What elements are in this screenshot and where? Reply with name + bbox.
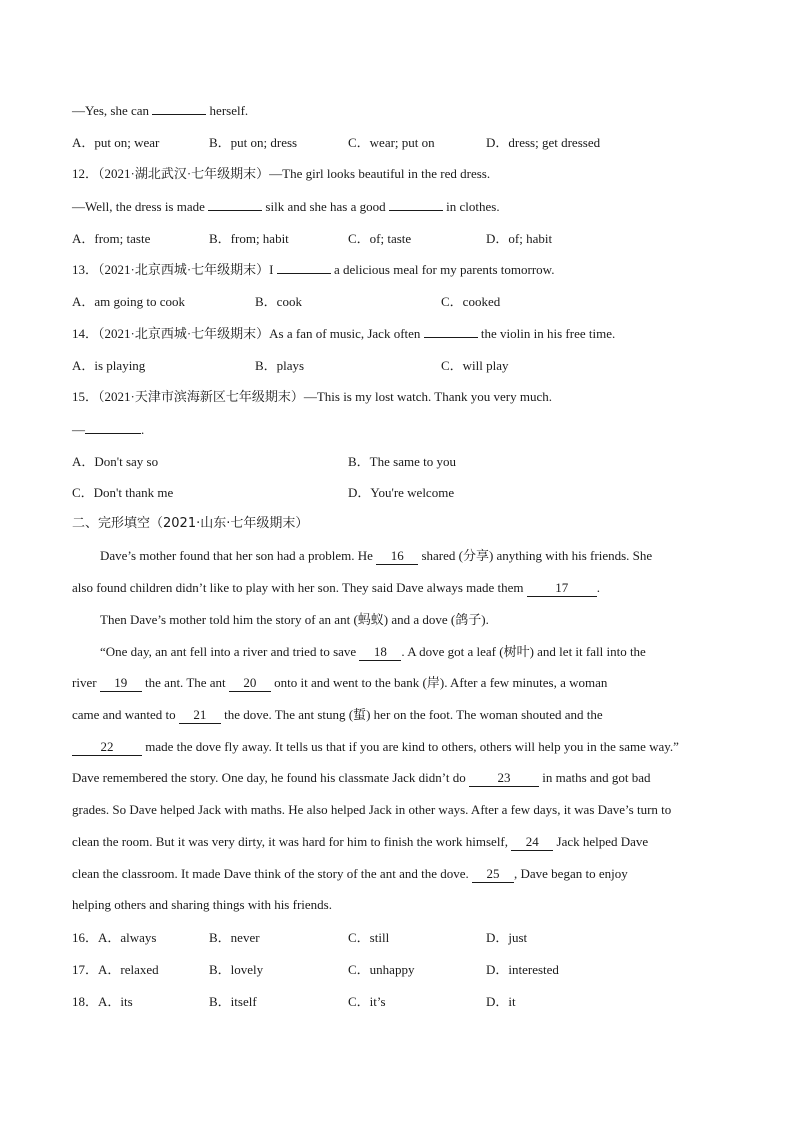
q12-answer-part2: silk and she has a good [265,199,386,214]
passage-text: Dave remembered the story. One day, he found his classmate Jack didn’t do [72,770,466,785]
section-heading-cloze: 二、完形填空（2021·山东·七年级期末） [72,516,309,531]
q12-answer-part1: —Well, the dress is made [72,199,205,214]
q12-option-b: B．from; habit [209,231,289,246]
q15-option-a: A．Don't say so [72,454,159,469]
q15-stem: 15．（2021·天津市滨海新区七年级期末）—This is my lost watch. Thank you very much. [72,389,553,404]
cloze-blank-19: 19 [100,675,142,692]
passage-text: onto it and went to the bank (岸). After a few minutes, a woman [274,675,608,690]
q16-option-c: C．still [348,930,390,945]
q14-stem [72,323,722,343]
q13-option-b: B．cook [255,294,302,309]
passage-text: the dove. The ant stung (蜇) her on the foot. The woman shouted and the [224,707,603,722]
q12-answer-part3: in clothes. [446,199,500,214]
cloze-blank-18: 18 [359,644,401,661]
q18-option-d: D．it [486,994,516,1009]
passage-line-11 [72,864,722,884]
cloze-blank-22: 22 [72,739,142,756]
passage-text: came and wanted to [72,707,176,722]
passage-text: made the dove fly away. It tells us that if you are kind to others, others will help you in the same way.” [145,739,679,754]
q14-blank [424,323,478,338]
passage-text: river [72,675,97,690]
cloze-blank-16: 16 [376,548,418,565]
q18-option-a: 18．A．its [72,994,133,1009]
q12-blank-2 [389,196,443,211]
q12-blank-1 [208,196,262,211]
passage-line-3: Then Dave’s mother told him the story of an ant (蚂蚁) and a dove (鸽子). [100,612,489,627]
q11-option-a: A．put on; wear [72,135,160,150]
passage-line-7 [72,737,722,757]
q13-option-c: C．cooked [441,294,501,309]
q15-blank [85,419,141,434]
q18-option-b: B．itself [209,994,257,1009]
q17-option-b: B．lovely [209,962,264,977]
q13-stem [72,259,722,279]
q12-option-d: D．of; habit [486,231,553,246]
passage-line-2 [72,578,722,598]
q11-answer-before: —Yes, she can [72,103,150,118]
q11-answer-line [72,100,722,120]
passage-line-4 [72,642,722,662]
passage-line-6 [72,705,722,725]
q11-option-b: B．put on; dress [209,135,298,150]
passage-text: . A dove got a leaf (树叶) and let it fall into the [401,644,646,659]
passage-text: clean the room. But it was very dirty, it was hard for him to finish the work himself, [72,834,509,849]
q15-answer-line [72,419,722,439]
q15-answer-prefix: — [72,422,85,437]
passage-text: the ant. The ant [145,675,226,690]
q16-option-b: B．never [209,930,260,945]
q15-option-d: D．You're welcome [348,485,455,500]
q17-option-a: 17．A．relaxed [72,962,159,977]
q11-answer-after: herself. [209,103,249,118]
q14-stem-after: the violin in his free time. [480,326,616,341]
passage-text: also found children didn’t like to play with her son. They said Dave always made them [72,580,524,595]
passage-text: clean the classroom. It made Dave think of the story of the ant and the dove. [72,866,469,881]
cloze-blank-21: 21 [179,707,221,724]
q12-option-c: C．of; taste [348,231,412,246]
q11-option-c: C．wear; put on [348,135,435,150]
q15-option-b: B．The same to you [348,454,456,469]
passage-text: “One day, an ant fell into a river and tried to save [100,644,357,659]
q13-option-a: A．am going to cook [72,294,186,309]
q11-blank [152,100,206,115]
passage-text: Jack helped Dave [556,834,649,849]
q12-option-a: A．from; taste [72,231,151,246]
passage-text: , Dave began to enjoy [514,866,628,881]
cloze-blank-23: 23 [469,770,539,787]
q11-option-d: D．dress; get dressed [486,135,601,150]
q13-blank [277,259,331,274]
passage-line-8 [72,768,722,788]
q16-option-a: 16．A．always [72,930,157,945]
q13-stem-after: a delicious meal for my parents tomorrow. [334,262,555,277]
cloze-blank-25: 25 [472,866,514,883]
q18-option-c: C．it’s [348,994,386,1009]
q16-option-d: D．just [486,930,528,945]
q14-option-c: C．will play [441,358,509,373]
passage-line-1 [72,546,722,566]
q14-option-b: B．plays [255,358,305,373]
q17-option-d: D．interested [486,962,559,977]
cloze-blank-17: 17 [527,580,597,597]
passage-line-10 [72,832,722,852]
cloze-blank-24: 24 [511,834,553,851]
q14-option-a: A．is playing [72,358,146,373]
q15-answer-suffix: . [141,422,145,437]
q17-option-c: C．unhappy [348,962,415,977]
q12-stem: 12．（2021·湖北武汉·七年级期末）—The girl looks beautiful in the red dress. [72,166,491,181]
passage-line-5 [72,673,722,693]
passage-text: . [596,580,601,595]
q14-stem-before: 14．（2021·北京西城·七年级期末）As a fan of music, Jack often [72,326,421,341]
passage-text: Dave’s mother found that her son had a problem. He [100,548,373,563]
passage-line-12: helping others and sharing things with his friends. [72,897,332,912]
q13-stem-before: 13．（2021·北京西城·七年级期末）I [72,262,274,277]
q12-answer-line [72,196,722,216]
q15-option-c: C．Don't thank me [72,485,174,500]
passage-line-9: grades. So Dave helped Jack with maths. He also helped Jack in other ways. After a few days, it was Dave’s turn to [72,802,672,817]
passage-text: shared (分享) anything with his friends. She [421,548,653,563]
passage-text: in maths and got bad [542,770,651,785]
cloze-blank-20: 20 [229,675,271,692]
